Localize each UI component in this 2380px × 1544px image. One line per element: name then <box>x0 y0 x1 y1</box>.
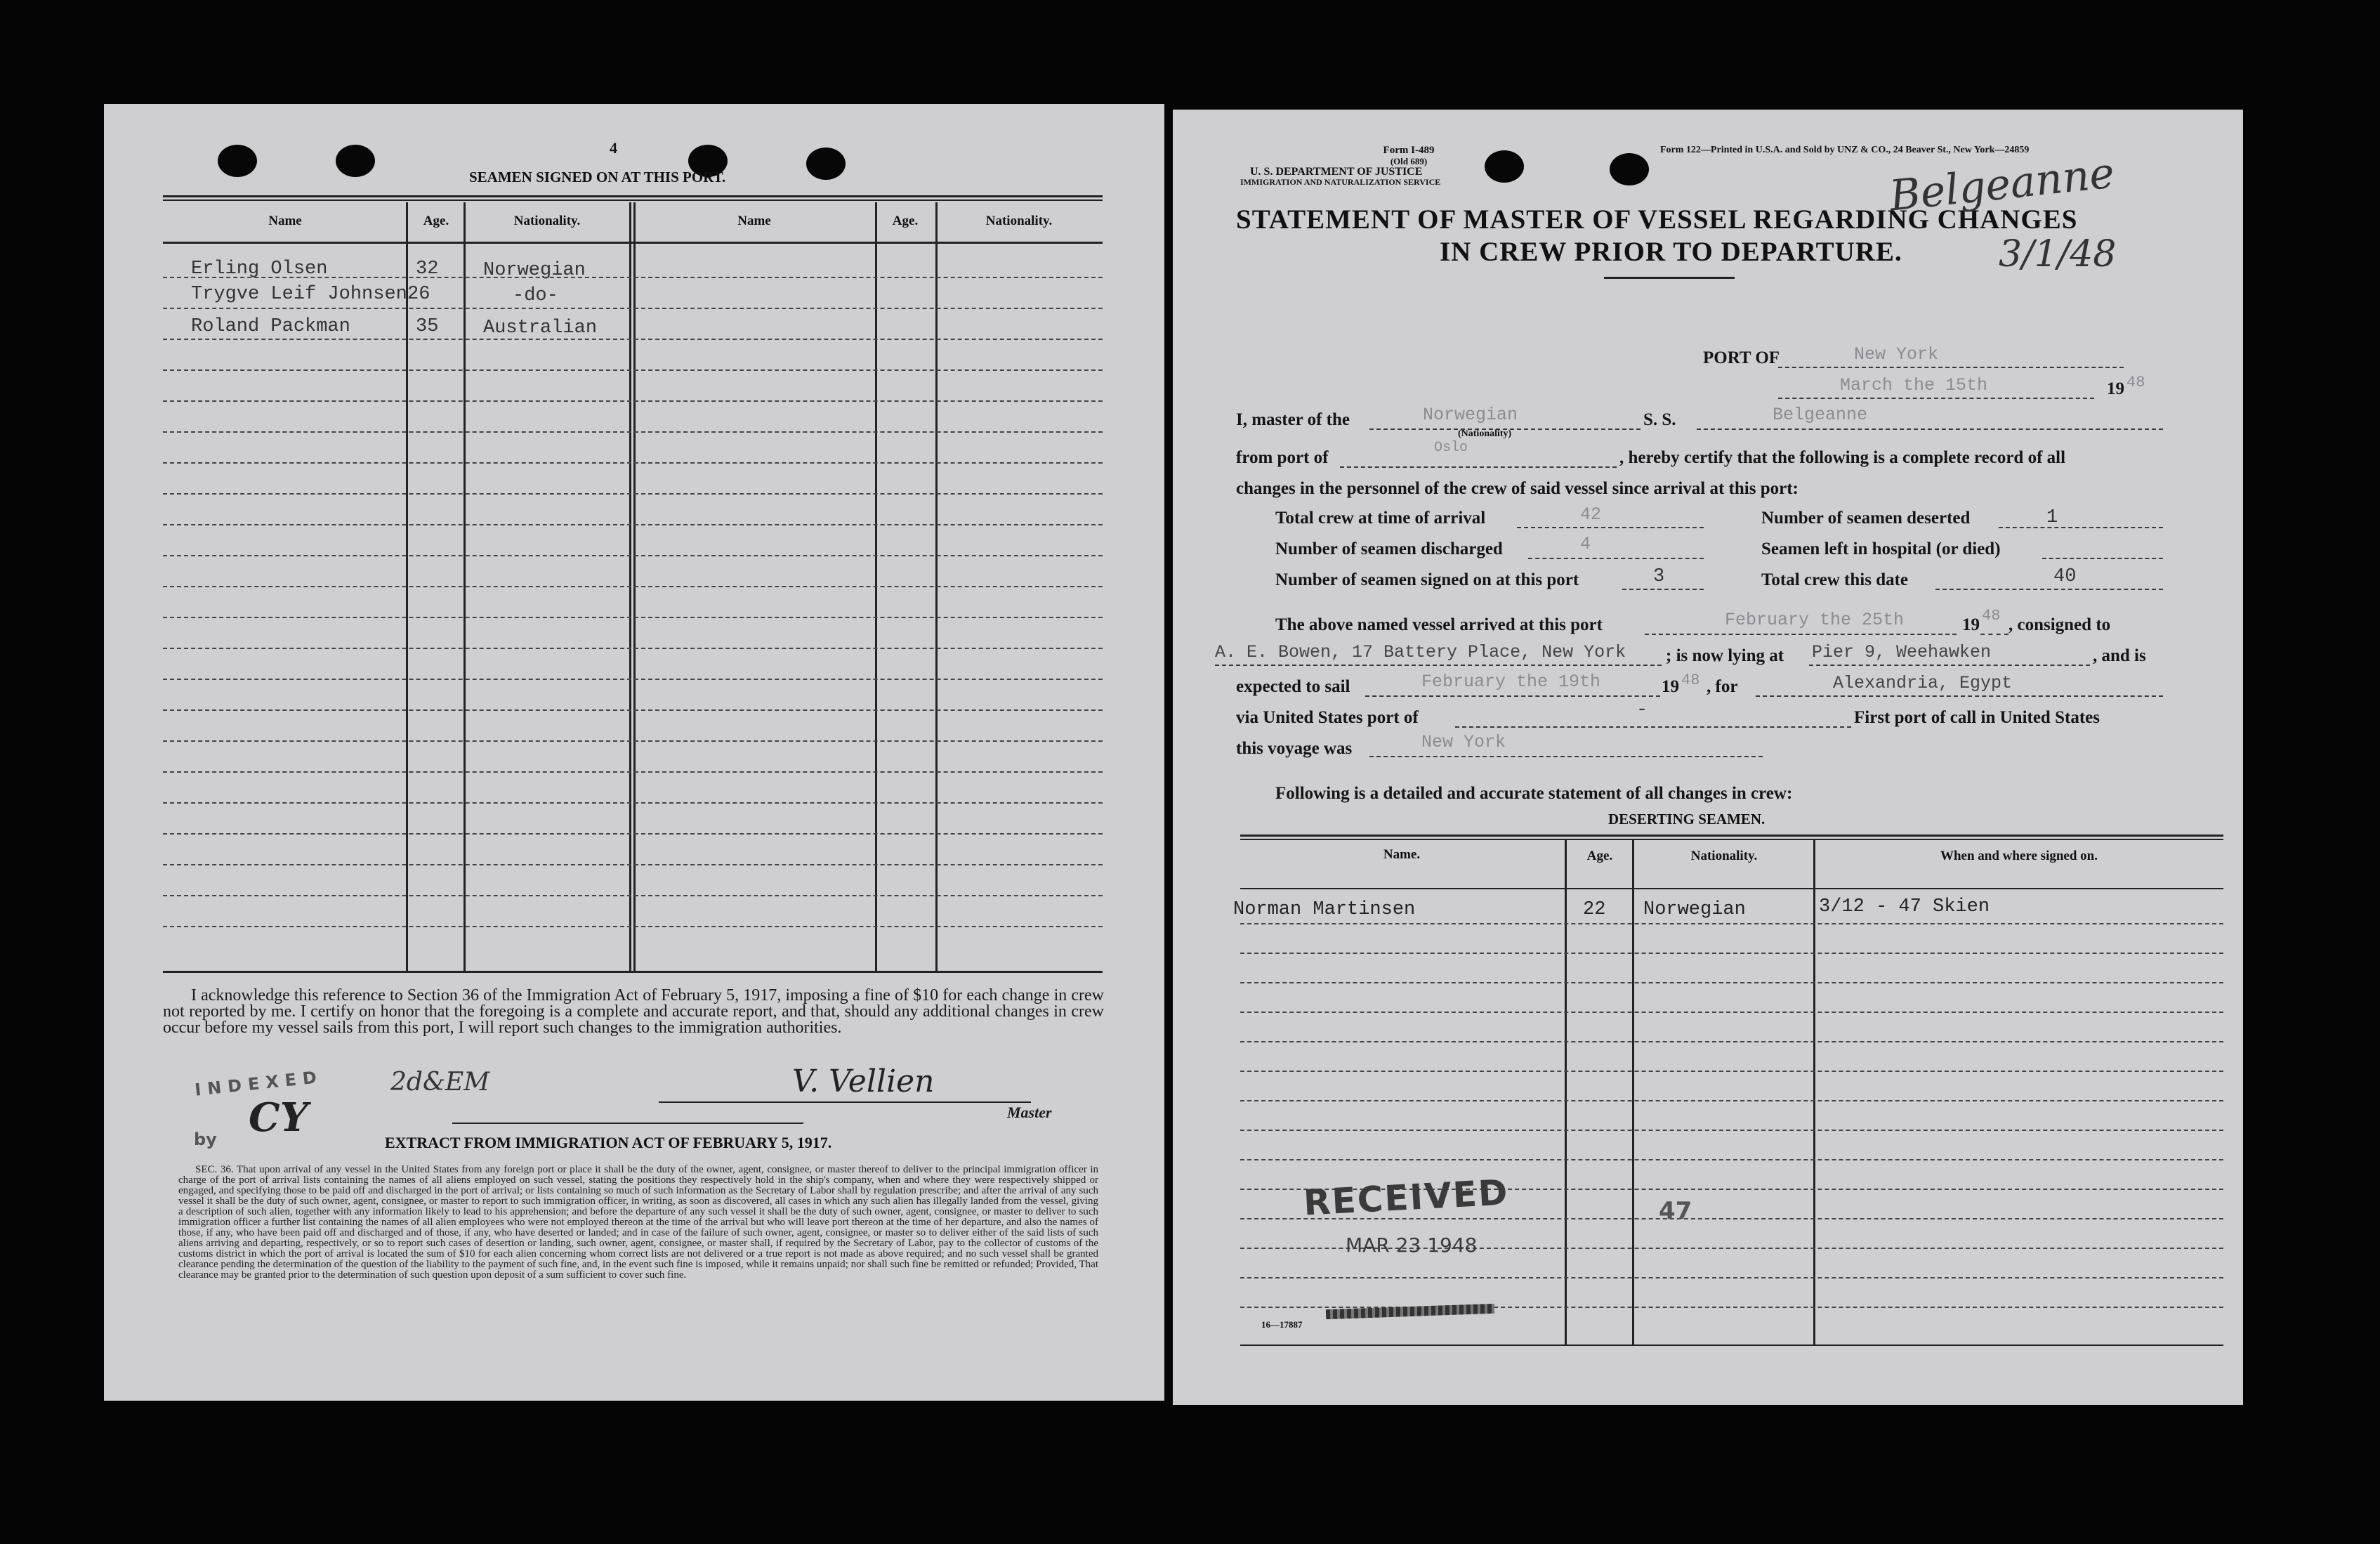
section-title: SEAMEN SIGNED ON AT THIS PORT. <box>469 169 726 185</box>
certify-text: , hereby certify that the following is a complete record of all <box>1619 448 2066 467</box>
deserted-label: Number of seamen deserted <box>1761 509 1971 528</box>
footer-code: 16—17887 <box>1261 1319 1303 1330</box>
rule <box>163 971 1103 973</box>
year-prefix: 19 <box>2107 379 2124 398</box>
rule <box>452 1123 803 1124</box>
punch-hole <box>1610 153 1649 185</box>
rule <box>1240 839 2223 840</box>
hospital-label: Seamen left in hospital (or died) <box>1761 539 2001 558</box>
title-underline <box>1604 277 1735 279</box>
seaman-nationality: Norwegian <box>483 260 586 281</box>
port-value: New York <box>1854 344 1939 365</box>
row-line <box>163 555 1103 556</box>
from-port-value: Oslo <box>1434 440 1468 456</box>
nationality-value: Norwegian <box>1423 405 1518 425</box>
deserted-value: 1 <box>2046 507 2058 528</box>
row-line <box>1240 1012 2223 1013</box>
fill-line <box>1697 428 2163 430</box>
rule <box>163 242 1103 244</box>
date-value: March the 15th <box>1840 375 1988 395</box>
row-line <box>1240 1041 2223 1042</box>
rule <box>163 195 1103 197</box>
row-line <box>163 740 1103 742</box>
lying-label: ; is now lying at <box>1666 646 1784 665</box>
signature-line <box>659 1101 1031 1103</box>
year-suffix: 48 <box>2126 374 2145 391</box>
form-old-number: (Old 689) <box>1390 156 1428 166</box>
row-line <box>1240 953 2223 954</box>
col-header-nationality: Nationality. <box>513 214 581 228</box>
row-line <box>163 308 1103 309</box>
indexed-by: by <box>194 1130 217 1149</box>
for-value: Alexandria, Egypt <box>1833 673 2013 693</box>
arrived-year-prefix: 19 <box>1962 615 1980 634</box>
row-line <box>163 802 1103 804</box>
row-line <box>163 833 1103 835</box>
col-header-age: Age. <box>423 214 449 228</box>
row-line <box>1240 1159 2223 1160</box>
row-line <box>163 586 1103 587</box>
seaman-age: 35 <box>416 316 439 337</box>
expected-year: 48 <box>1681 672 1700 689</box>
rule <box>1240 888 2223 889</box>
fill-line <box>2042 558 2163 559</box>
from-port-label: from port of <box>1236 448 1329 467</box>
left-page <box>104 104 1164 1401</box>
fill-line <box>1935 589 2163 590</box>
punch-hole <box>336 145 375 177</box>
row-line <box>163 617 1103 618</box>
rule <box>163 199 1103 201</box>
total-crew-today-value: 40 <box>2053 566 2077 587</box>
row-line <box>163 864 1103 865</box>
seaman-nationality: -do- <box>513 285 558 306</box>
expected-value: February the 19th <box>1421 672 1601 692</box>
fill-line <box>1340 466 1617 468</box>
for-label: , for <box>1707 677 1738 696</box>
fill-line <box>1455 726 1851 728</box>
row-line <box>1240 982 2223 983</box>
department: U. S. DEPARTMENT OF JUSTICE <box>1250 166 1423 178</box>
row-line <box>163 462 1103 464</box>
ship-value: Belgeanne <box>1773 405 1868 425</box>
col-header-name: Name <box>268 214 302 228</box>
service-name: IMMIGRATION AND NATURALIZATION SERVICE <box>1240 177 1441 187</box>
acknowledgement-text: I acknowledge this reference to Section 36 of the Immigration Act of February 5, 1917, imposing a fine of $10 for each change in crew not reported by me. I certify on honor that the foregoing is a complete and accurate report, and that, should any additional changes in crew occur before my vessel sails from this port, I will report such changes to the immigration authorities. <box>163 986 1104 1037</box>
seaman-name: Roland Packman <box>191 316 350 337</box>
initials: CY <box>249 1094 308 1141</box>
row-line <box>163 339 1103 340</box>
lying-value: Pier 9, Weehawken <box>1812 642 1992 662</box>
column-divider <box>1565 840 1567 1345</box>
row-line <box>163 493 1103 495</box>
handwritten-ship-name: Belgeanne <box>1887 148 2117 221</box>
deserter-age: 22 <box>1583 899 1606 920</box>
page-number: 4 <box>610 139 617 157</box>
arrived-value: February the 25th <box>1725 610 1905 630</box>
row-line <box>163 431 1103 433</box>
master-of-label: I, master of the <box>1236 410 1350 429</box>
via-label: via United States port of <box>1236 708 1419 727</box>
printer-line: Form 122—Printed in U.S.A. and Sold by UNZ & CO., 24 Beaver St., New York—24859 <box>1660 145 2030 155</box>
ss-label: S. S. <box>1643 410 1676 429</box>
voyage-value: New York <box>1421 732 1506 752</box>
fill-line <box>1999 527 2163 528</box>
consignee-value: A. E. Bowen, 17 Battery Place, New York <box>1215 642 1626 662</box>
via-value: - <box>1636 700 1648 721</box>
changes-text: changes in the personnel of the crew of said vessel since arrival at this port: <box>1236 479 1799 498</box>
row-line <box>163 771 1103 773</box>
nationality-caption: (Nationality) <box>1458 428 1512 439</box>
voyage-label: this voyage was <box>1236 739 1353 758</box>
rule <box>1240 1345 2223 1346</box>
fill-line <box>1369 756 1763 757</box>
deserter-name: Norman Martinsen <box>1233 899 1416 920</box>
col-header-name: Name <box>737 214 771 228</box>
row-line <box>163 895 1103 896</box>
statement-title: STATEMENT OF MASTER OF VESSEL REGARDING CHANGES <box>1236 204 2078 235</box>
row-line <box>163 709 1103 711</box>
fill-line <box>1528 558 1704 559</box>
seaman-name: Trygve Leif Johnsen <box>191 284 407 305</box>
row-line <box>163 400 1103 402</box>
row-line <box>163 524 1103 525</box>
row-line <box>1240 1100 2223 1101</box>
total-crew-today-label: Total crew this date <box>1761 570 1909 589</box>
deserter-nationality: Norwegian <box>1643 899 1746 920</box>
handwritten-note: 2d&EM <box>390 1068 490 1097</box>
col-header-age: Age. <box>1586 849 1613 863</box>
consigned-label: , consigned to <box>2008 615 2111 634</box>
extract-title: EXTRACT FROM IMMIGRATION ACT OF FEBRUARY 5, 1917. <box>385 1134 832 1151</box>
first-port-label: First port of call in United States <box>1854 708 2100 727</box>
row-line <box>1240 1130 2223 1131</box>
deserting-title: DESERTING SEAMEN. <box>1608 811 1766 827</box>
col-header-signed-on: When and where signed on. <box>1940 849 2098 863</box>
column-divider <box>1632 840 1634 1345</box>
total-crew-arrival-label: Total crew at time of arrival <box>1275 509 1486 528</box>
arrived-year: 48 <box>1982 607 2001 624</box>
stamp-number: 47 <box>1659 1197 1692 1225</box>
received-stamp: RECEIVED <box>1302 1172 1510 1224</box>
seaman-name: Erling Olsen <box>191 259 328 280</box>
port-label: PORT OF <box>1703 348 1780 367</box>
handwritten-date: 3/1/48 <box>1999 233 2117 275</box>
extract-text: SEC. 36. That upon arrival of any vessel in the United States from any foreign port or place it shall be the duty of the owner, agent, consignee, or master thereof to deliver to the principal immigration officer in charge of the port of arrival lists containing the names of all aliens employed on such vessel, stating the positions they respectively hold in the ship's company, when and where they were respectively shipped or engaged, and specifying those to be paid off and discharged in the port of arrival; or lists containing so much of such information as the Secretary of Labor shall by regulation prescribe; and after the arrival of any such vessel it shall be the duty of such owner, agent, consignee, or master to report to such immigration officer, in writing, as soon as discovered, all cases in which any such alien has illegally landed from the vessel, giving a description of such alien, together with any information likely to lead to his apprehension; and before the departure of any such vessel it shall be the duty of such owner, agent, consignee, or master to deliver to such immigration officer a further list containing the names of all alien employees who were not employed thereon at the time of the arrival but who will leave port thereon at the time of her departure, and also the names of those, if any, who have been paid off and discharged and of those, if any, who have deserted or landed; and in case of the failure of such owner, agent, consignee, or master so to deliver either of the said lists of such aliens arriving and departing, respectively, or so to report such cases of desertion or landing, such owner, agent, consignee, or master shall, if required by the Secretary of Labor, pay to the collector of customs of the customs district in which the port of arrival is located the sum of $10 for each alien concerning whom correct lists are not delivered or a true report is not made as above required; and no such vessel shall be granted clearance pending the determination of the question of the liability to the payment of such fine, and, in the event such fine is imposed, while it remains unpaid; nor shall such fine be remitted or refunded; Provided, That clearance may be granted prior to the determination of such question upon deposit of a sum sufficient to cover such fine. <box>178 1164 1098 1281</box>
row-line <box>1240 923 2223 924</box>
right-page <box>1173 110 2243 1405</box>
fill-line <box>1517 527 1704 528</box>
expected-year-prefix: 19 <box>1662 677 1679 696</box>
master-label: Master <box>1007 1104 1052 1121</box>
fill-line <box>1778 367 2124 368</box>
col-header-age: Age. <box>892 214 919 228</box>
row-line <box>163 277 1103 278</box>
signed-on-value: 3 <box>1653 566 1665 587</box>
discharged-label: Number of seamen discharged <box>1275 539 1503 558</box>
master-signature: V. Vellien <box>792 1064 935 1099</box>
fill-line <box>1809 665 2090 666</box>
received-date: MAR 23 1948 <box>1346 1234 1478 1257</box>
deserter-signed-on: 3/12 - 47 Skien <box>1819 896 1990 917</box>
col-header-name: Name. <box>1383 847 1421 862</box>
col-header-nationality: Nationality. <box>1690 849 1758 863</box>
seaman-nationality: Australian <box>483 318 598 339</box>
expected-label: expected to sail <box>1236 677 1350 696</box>
arrived-label: The above named vessel arrived at this port <box>1275 615 1603 634</box>
seaman-age: 26 <box>407 284 430 305</box>
row-line <box>163 648 1103 649</box>
punch-hole <box>806 148 846 180</box>
row-line <box>163 679 1103 680</box>
and-is: , and is <box>2093 646 2146 665</box>
discharged-value: 4 <box>1580 534 1591 554</box>
fill-line <box>1215 665 1662 666</box>
row-line <box>1240 1277 2223 1278</box>
seaman-age: 32 <box>416 259 439 280</box>
total-crew-arrival-value: 42 <box>1580 504 1602 525</box>
indexed-stamp: INDEXED <box>194 1066 324 1100</box>
rule <box>1240 835 2223 837</box>
fill-line <box>1622 589 1704 590</box>
row-line <box>1240 1071 2223 1072</box>
fill-line <box>1778 398 2094 399</box>
fill-line <box>1980 634 2008 635</box>
row-line <box>163 926 1103 927</box>
col-header-nationality: Nationality. <box>985 214 1053 228</box>
column-divider <box>1813 840 1815 1345</box>
punch-hole <box>218 145 257 177</box>
form-number: Form I-489 <box>1383 145 1435 156</box>
fill-line <box>1756 695 2163 697</box>
fill-line <box>1365 695 1660 697</box>
signed-on-label: Number of seamen signed on at this port <box>1275 570 1579 589</box>
row-line <box>163 369 1103 371</box>
fill-line <box>1645 634 1957 635</box>
statement-title-2: IN CREW PRIOR TO DEPARTURE. <box>1440 237 1902 267</box>
following-text: Following is a detailed and accurate statement of all changes in crew: <box>1275 784 1793 803</box>
